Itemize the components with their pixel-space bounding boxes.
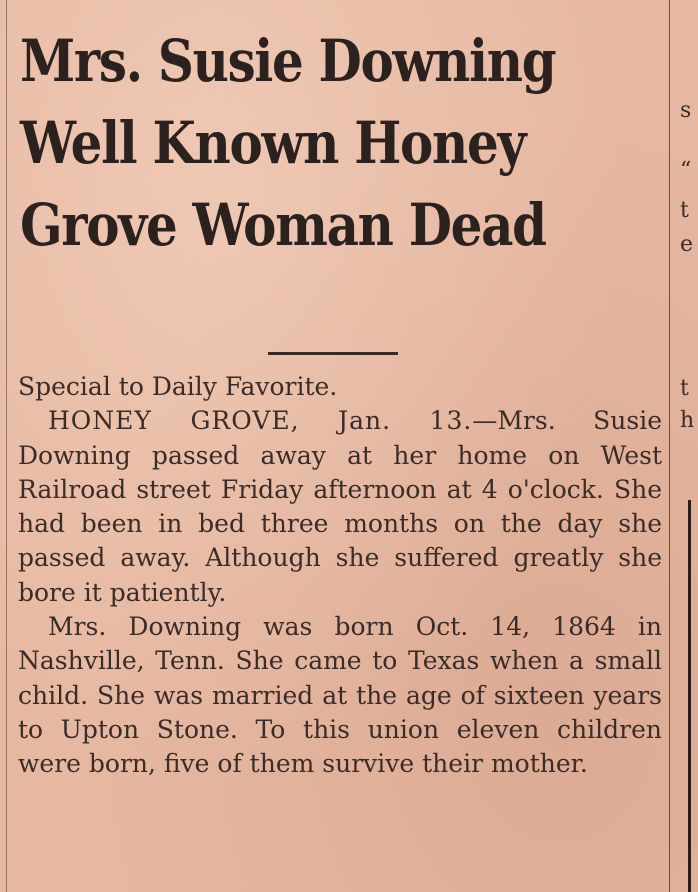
dateline: HONEY GROVE, Jan. 13. xyxy=(48,406,473,436)
headline-line-3: Grove Woman Dead xyxy=(20,191,546,259)
adjacent-column-fragment: h xyxy=(680,408,695,433)
adjacent-column-fragment: t xyxy=(680,198,689,223)
left-column-rule xyxy=(6,0,7,892)
headline xyxy=(20,20,660,266)
article-body xyxy=(18,370,662,782)
headline-divider xyxy=(268,352,398,355)
paragraph-1-text: —Mrs. Susie Downing passed away at her home on West Railroad street Friday afternoon at 4 o'clock. She had been in bed three months on the day she passed away. Although she suffered greatly she bore it patiently. xyxy=(18,406,662,607)
article-paragraph-2: Mrs. Downing was born Oct. 14, 1864 in Nashville, Tenn. She came to Texas when a small child. She was married at the age of sixteen years to Upton Stone. To this union eleven children were born, five of them survive their mother. xyxy=(18,612,662,779)
headline-line-2: Well Known Honey xyxy=(20,109,526,177)
article-credit: Special to Daily Favorite. xyxy=(18,372,338,401)
adjacent-column-fragment: e xyxy=(680,232,694,257)
adjacent-column-fragment: t xyxy=(680,376,689,401)
headline-line-1: Mrs. Susie Downing xyxy=(20,27,556,95)
adjacent-column-fragment: s xyxy=(680,98,692,123)
column-rule xyxy=(669,0,670,892)
article-paragraph-1 xyxy=(18,404,662,610)
adjacent-column-fragment: “ xyxy=(680,158,692,183)
column-rule-thick xyxy=(688,500,691,892)
